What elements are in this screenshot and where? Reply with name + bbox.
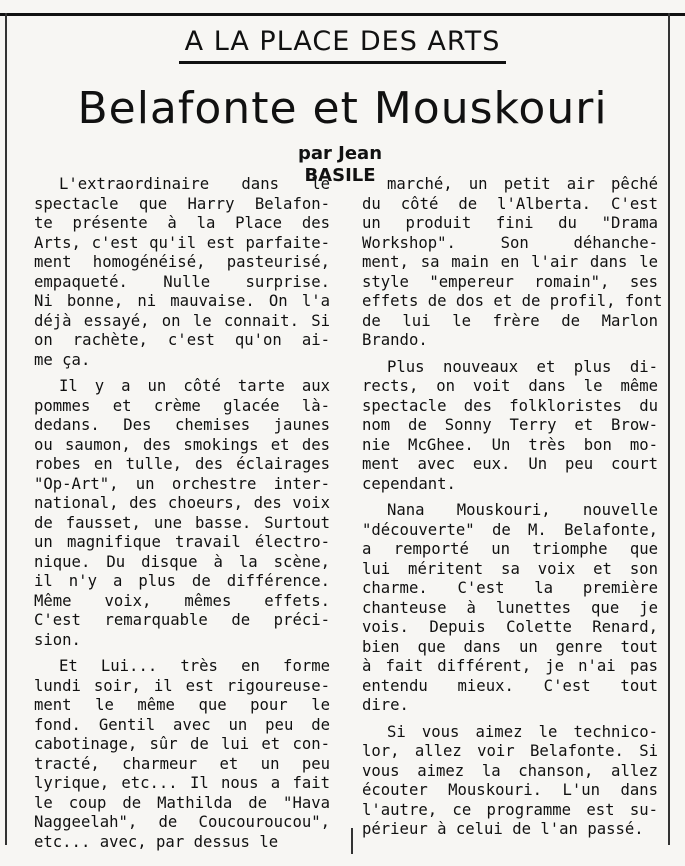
text-line: rects, on voit dans le même <box>362 377 658 395</box>
text-line: effets de dos et de profil, font <box>362 292 663 310</box>
text-line: vois. Depuis Colette Renard, <box>362 618 658 636</box>
left-border-rule <box>5 13 7 845</box>
paragraph <box>34 377 330 650</box>
text-line: marché, un petit air pêché <box>386 175 658 193</box>
text-line: dire. <box>362 696 409 714</box>
text-line: tracté, charmeur et un peu <box>34 754 330 773</box>
text-line: vous aimez la chanson, allez <box>362 761 658 780</box>
text-line: déjà essayé, on le connait. Si <box>34 311 330 330</box>
text-line: à fait différent, je n'ai pas <box>362 657 658 675</box>
text-line: L'extraordinaire dans le <box>58 175 330 193</box>
text-line: cabotinage, sûr de lui et con- <box>34 735 330 753</box>
text-line: de lui le frère de Marlon <box>362 311 658 330</box>
article-column-left <box>34 175 330 859</box>
text-line: chanteuse à lunettes que je <box>362 598 658 617</box>
text-line: Brando. <box>362 331 428 349</box>
text-line: C'est remarquable de préci- <box>34 611 330 629</box>
text-line: ou saumon, des smokings et des <box>34 435 330 454</box>
text-line: l'autre, ce programme est su- <box>362 800 658 819</box>
article-column-right <box>362 175 663 847</box>
text-line: du côté de l'Alberta. C'est <box>362 194 658 213</box>
text-line: empaqueté. Nulle surprise. <box>34 272 330 291</box>
text-line: bien que dans un genre tout <box>362 637 658 656</box>
text-line: lyrique, etc... Il nous a fait <box>34 774 330 792</box>
text-line: Naggeelah", de Coucouroucou", <box>34 813 330 831</box>
text-line: charme. C'est la première <box>362 579 658 597</box>
text-line: pommes et crème glacée là- <box>34 396 330 415</box>
text-line: écouter Mouskouri. L'un dans <box>362 781 658 799</box>
text-line: il n'y a plus de différence. <box>34 572 330 590</box>
text-line: ment, sa main en l'air dans le <box>362 253 658 271</box>
text-line: un produit fini du "Drama <box>362 214 658 232</box>
right-border-rule <box>668 13 670 845</box>
text-line: Plus nouveaux et plus di- <box>386 357 658 376</box>
paragraph <box>34 175 330 370</box>
text-line: "découverte" de M. Belafonte, <box>362 520 658 539</box>
text-line: on rachète, c'est qu'on ai- <box>34 331 330 349</box>
text-line: national, des choeurs, des voix <box>34 494 330 512</box>
text-line: Arts, c'est qu'il est parfaite- <box>34 233 330 252</box>
text-line: ment avec eux. Un peu court <box>362 455 658 473</box>
paragraph <box>362 358 658 495</box>
text-line: "Op-Art", un orchestre inter- <box>34 474 330 493</box>
text-line: style "empereur romain", ses <box>362 272 658 291</box>
text-line: entendu mieux. C'est tout <box>362 676 658 695</box>
text-line: spectacle que Harry Belafon- <box>34 194 330 213</box>
text-line: fond. Gentil avec un peu de <box>34 715 330 734</box>
paragraph <box>362 175 663 351</box>
text-line: nique. Du disque à la scène, <box>34 552 330 571</box>
text-line: nom de Sonny Terry et Brow- <box>362 416 658 434</box>
text-line: Il y a un côté tarte aux <box>58 377 330 395</box>
text-line: Et Lui... très en forme <box>58 657 330 675</box>
text-line: spectacle des folkloristes du <box>362 396 658 415</box>
text-line: lundi soir, il est rigoureuse- <box>34 676 330 695</box>
section-kicker: A LA PLACE DES ARTS <box>179 26 507 64</box>
article-headline: Belafonte et Mouskouri <box>77 83 608 134</box>
text-line: Ni bonne, ni mauvaise. On l'a <box>34 292 330 310</box>
text-line: Nana Mouskouri, nouvelle <box>386 501 658 519</box>
text-line: dedans. Des chemises jaunes <box>34 416 330 434</box>
text-line: a remporté un triomphe que <box>362 540 658 558</box>
text-line: Si vous aimez le technico- <box>386 722 658 741</box>
text-line: périeur à celui de l'an passé. <box>362 820 644 838</box>
text-line: de fausset, une basse. Surtout <box>34 513 330 532</box>
text-line: lui méritent sa voix et son <box>362 559 658 578</box>
text-line: sion. <box>34 630 81 649</box>
byline: par Jean BASILE <box>297 143 383 186</box>
text-line: cependant. <box>362 474 456 493</box>
text-line: nie McGhee. Un très bon mo- <box>362 435 658 454</box>
text-line: te présente à la Place des <box>34 214 330 232</box>
text-line: robes en tulle, des éclairages <box>34 455 330 473</box>
column-divider <box>351 828 353 854</box>
text-line: ment homogénéisé, pasteurisé, <box>34 253 330 271</box>
text-line: un magnifique travail électro- <box>34 533 330 551</box>
section-kicker-wrap <box>0 26 685 64</box>
text-line: le coup de Mathilda de "Hava <box>34 793 330 812</box>
top-rule <box>0 13 685 16</box>
text-line: etc... avec, par dessus le <box>34 832 279 851</box>
text-line: Même voix, mêmes effets. <box>34 591 330 610</box>
text-line: lor, allez voir Belafonte. Si <box>362 742 658 760</box>
text-line: Workshop". Son déhanche- <box>362 233 658 252</box>
text-line: me ça. <box>34 350 91 369</box>
paragraph <box>34 657 330 852</box>
paragraph <box>362 501 658 716</box>
paragraph <box>362 723 658 840</box>
text-line: ment le même que pour le <box>34 696 330 714</box>
